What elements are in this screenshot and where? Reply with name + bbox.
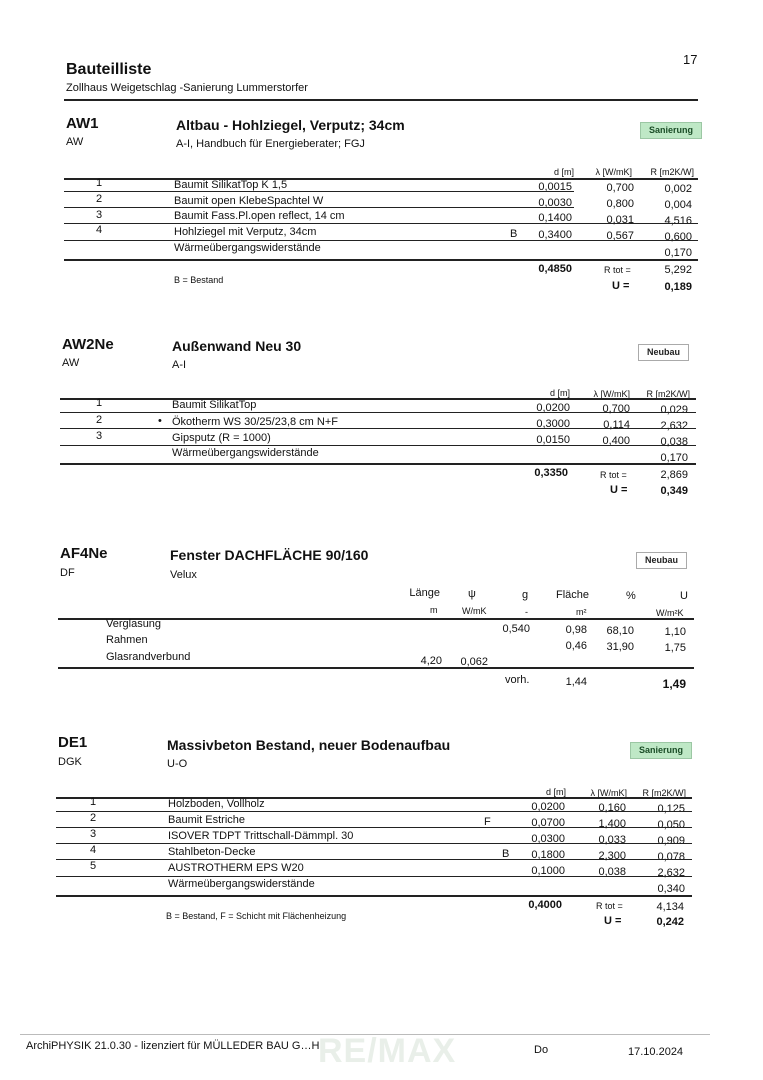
col-header-lambda: λ [W/mK]	[593, 389, 630, 399]
layer-thickness: 0,0700	[531, 817, 565, 829]
row-number: 3	[90, 828, 97, 840]
row-rule	[56, 827, 692, 828]
component-name: Altbau - Hohlziegel, Verputz; 34cm	[176, 117, 405, 133]
col-header-d: d [m]	[549, 388, 570, 398]
component-code: AF4Ne	[60, 545, 108, 562]
layer-name: Baumit Estriche	[168, 814, 246, 826]
col-header-g: g	[522, 589, 529, 601]
total-thickness: 0,3350	[534, 467, 568, 479]
status-badge: Sanierung	[640, 122, 702, 139]
col-header-flaeche: Fläche	[555, 589, 589, 601]
layer-name: Holzboden, Vollholz	[168, 798, 265, 810]
col-header-u: U	[680, 590, 688, 602]
row-rule	[56, 811, 692, 812]
row-number: 2	[96, 193, 103, 205]
component-source: U-O	[167, 758, 188, 770]
layer-flag: F	[484, 816, 491, 828]
layer-name: ISOVER TDPT Trittschall-Dämmpl. 30	[168, 830, 354, 842]
col-header-d: d [m]	[545, 787, 566, 797]
layer-name: Baumit SilikatTop K 1,5	[174, 179, 288, 191]
component-source: A-I	[172, 359, 187, 371]
row-label: Glasrandverbund	[106, 651, 191, 663]
row-number: 4	[96, 224, 103, 236]
header-divider	[64, 99, 698, 101]
status-badge: Sanierung	[630, 742, 692, 759]
layer-thickness: 0,3000	[536, 418, 570, 430]
row-rule	[64, 191, 574, 192]
col-header-percent: %	[626, 590, 636, 602]
col-header-r: R [m2K/W]	[646, 389, 690, 399]
component-code: AW2Ne	[62, 336, 114, 353]
table-top-rule	[64, 178, 698, 180]
layer-lambda: 0,700	[606, 182, 634, 194]
layer-thickness: 0,0200	[536, 402, 570, 414]
layer-r: 2,632	[660, 420, 688, 432]
unit-flaeche: m²	[576, 607, 587, 617]
row-number: 2	[96, 414, 103, 426]
component-category: AW	[62, 357, 80, 369]
u-label: U =	[612, 280, 630, 292]
resistances-label: Wärmeübergangswiderstände	[168, 878, 315, 890]
col-header-laenge: Länge	[409, 587, 440, 599]
layer-name: Stahlbeton-Decke	[168, 846, 256, 858]
row-number: 2	[90, 812, 97, 824]
layer-lambda: 0,567	[606, 230, 634, 242]
row-rule	[60, 428, 696, 429]
layer-r: 2,632	[657, 867, 685, 879]
resistances-value: 0,170	[664, 247, 692, 259]
rtot-label: R tot =	[596, 901, 623, 911]
layer-name: Baumit SilikatTop	[172, 399, 257, 411]
col-header-r: R [m2K/W]	[642, 788, 686, 798]
row-rule	[64, 207, 574, 208]
layer-flag: B	[510, 228, 518, 240]
layer-name: Ökotherm WS 30/25/23,8 cm N+F	[172, 416, 338, 428]
footer-date: 17.10.2024	[628, 1046, 684, 1058]
layer-r: 4,516	[664, 215, 692, 227]
layer-lambda: 0,031	[606, 214, 634, 226]
row-rule	[60, 412, 696, 413]
layer-thickness: 0,0015	[538, 181, 572, 193]
layer-lambda: 1,400	[598, 818, 626, 830]
component-category: DGK	[58, 756, 82, 768]
status-badge: Neubau	[636, 552, 687, 569]
page-number: 17	[683, 52, 698, 67]
row-rule	[64, 223, 698, 224]
row-number: 5	[90, 860, 97, 872]
layer-r: 0,909	[657, 835, 685, 847]
row-number: 4	[90, 844, 97, 856]
percent-value: 68,10	[606, 625, 634, 637]
watermark-logo: RE/MAX	[318, 1032, 457, 1070]
layer-lambda: 2,300	[598, 850, 626, 862]
table-top-rule	[60, 398, 696, 400]
total-u: 1,49	[662, 677, 686, 691]
col-header-r: R [m2K/W]	[650, 167, 694, 177]
psi-value: 0,062	[460, 656, 488, 668]
footer-day: Do	[534, 1044, 549, 1056]
area-value: 0,46	[565, 640, 587, 652]
u-value: 0,242	[656, 916, 684, 928]
layer-thickness: 0,0150	[536, 434, 570, 446]
layer-r: 0,029	[660, 404, 688, 416]
component-name: Außenwand Neu 30	[172, 338, 302, 354]
layer-r: 0,004	[664, 199, 692, 211]
page-subtitle: Zollhaus Weigetschlag -Sanierung Lummerstorfer	[66, 82, 308, 94]
u-label: U =	[604, 915, 622, 927]
row-number: 3	[96, 209, 103, 221]
layer-thickness: 0,0200	[531, 801, 565, 813]
table-top-rule	[56, 797, 692, 799]
component-code: DE1	[58, 734, 88, 751]
component-category: DF	[60, 567, 75, 579]
layer-lambda: 0,160	[598, 802, 626, 814]
layer-lambda: 0,033	[598, 834, 626, 846]
layer-name: AUSTROTHERM EPS W20	[168, 862, 304, 874]
u-label: U =	[610, 484, 628, 496]
layer-thickness: 0,3400	[538, 229, 572, 241]
layer-r: 0,038	[660, 436, 688, 448]
row-number: 1	[96, 177, 103, 189]
rtot-label: R tot =	[604, 265, 631, 275]
row-label: Verglasung	[106, 618, 162, 630]
total-thickness: 0,4000	[528, 899, 562, 911]
layer-name: Gipsputz (R = 1000)	[172, 432, 271, 444]
layer-thickness: 0,0300	[531, 833, 565, 845]
status-badge: Neubau	[638, 344, 689, 361]
unit-laenge: m	[430, 605, 438, 615]
layer-r: 0,078	[657, 851, 685, 863]
row-rule	[60, 445, 696, 446]
layer-lambda: 0,038	[598, 866, 626, 878]
resistances-label: Wärmeübergangswiderstände	[172, 447, 319, 459]
layer-thickness: 0,1400	[538, 212, 572, 224]
col-header-lambda: λ [W/mK]	[590, 788, 627, 798]
layer-name: Baumit open KlebeSpachtel W	[174, 195, 324, 207]
area-value: 0,98	[565, 624, 587, 636]
rtot-value: 5,292	[664, 264, 692, 276]
layer-flag: B	[502, 848, 510, 860]
component-source: Velux	[170, 569, 197, 581]
layer-thickness: 0,1000	[531, 865, 565, 877]
resistances-label: Wärmeübergangswiderstände	[174, 242, 321, 254]
layer-thickness: 0,1800	[531, 849, 565, 861]
layer-r: 0,050	[657, 819, 685, 831]
resistances-value: 0,340	[657, 883, 685, 895]
u-value: 0,189	[664, 281, 692, 293]
resistances-value: 0,170	[660, 452, 688, 464]
row-rule	[56, 876, 692, 877]
unit-g: -	[525, 607, 528, 617]
layer-lambda: 0,700	[602, 403, 630, 415]
rtot-value: 2,869	[660, 469, 688, 481]
layer-name: Baumit Fass.Pl.open reflect, 14 cm	[174, 210, 345, 222]
layer-thickness: 0,0030	[538, 197, 572, 209]
component-category: AW	[66, 136, 84, 148]
layer-r: 0,600	[664, 231, 692, 243]
row-number: 1	[90, 796, 97, 808]
row-label: Rahmen	[106, 634, 148, 646]
row-rule	[56, 859, 692, 860]
rtot-value: 4,134	[656, 901, 684, 913]
total-area: 1,44	[565, 676, 587, 688]
unit-u: W/m²K	[656, 608, 684, 618]
component-code: AW1	[66, 115, 99, 132]
percent-value: 31,90	[606, 641, 634, 653]
layer-lambda: 0,400	[602, 435, 630, 447]
total-label: vorh.	[505, 674, 530, 686]
row-rule	[64, 240, 698, 241]
rtot-label: R tot =	[600, 470, 627, 480]
legend-note: B = Bestand	[174, 275, 224, 285]
layer-r: 0,002	[664, 183, 692, 195]
footer-software: ArchiPHYSIK 21.0.30 - lizenziert für MÜLLEDER BAU G…H	[26, 1040, 320, 1052]
table-bottom-rule	[60, 463, 696, 465]
col-header-lambda: λ [W/mK]	[595, 167, 632, 177]
row-number: 3	[96, 430, 103, 442]
component-name: Massivbeton Bestand, neuer Bodenaufbau	[167, 737, 451, 753]
layer-lambda: 0,800	[606, 198, 634, 210]
table-bottom-rule	[56, 895, 692, 897]
col-header-psi: ψ	[468, 588, 476, 600]
layer-r: 0,125	[657, 803, 685, 815]
component-source: A-I, Handbuch für Energieberater; FGJ	[176, 138, 365, 150]
u-value: 0,349	[660, 485, 688, 497]
page-title: Bauteilliste	[66, 61, 152, 78]
component-name: Fenster DACHFLÄCHE 90/160	[170, 547, 369, 563]
table-bottom-rule	[58, 667, 694, 669]
row-number: 1	[96, 397, 103, 409]
legend-note: B = Bestand, F = Schicht mit Flächenheizung	[166, 911, 347, 921]
layer-lambda: 0,114	[603, 419, 630, 431]
u-value: 1,10	[664, 626, 686, 638]
unit-psi: W/mK	[462, 606, 487, 616]
length-value: 4,20	[420, 655, 442, 667]
bullet-icon: •	[158, 415, 162, 427]
g-value: 0,540	[502, 623, 530, 635]
row-rule	[56, 843, 692, 844]
total-thickness: 0,4850	[538, 263, 572, 275]
layer-name: Hohlziegel mit Verputz, 34cm	[174, 226, 317, 238]
u-value: 1,75	[664, 642, 686, 654]
table-bottom-rule	[64, 259, 698, 261]
col-header-d: d [m]	[553, 167, 574, 177]
